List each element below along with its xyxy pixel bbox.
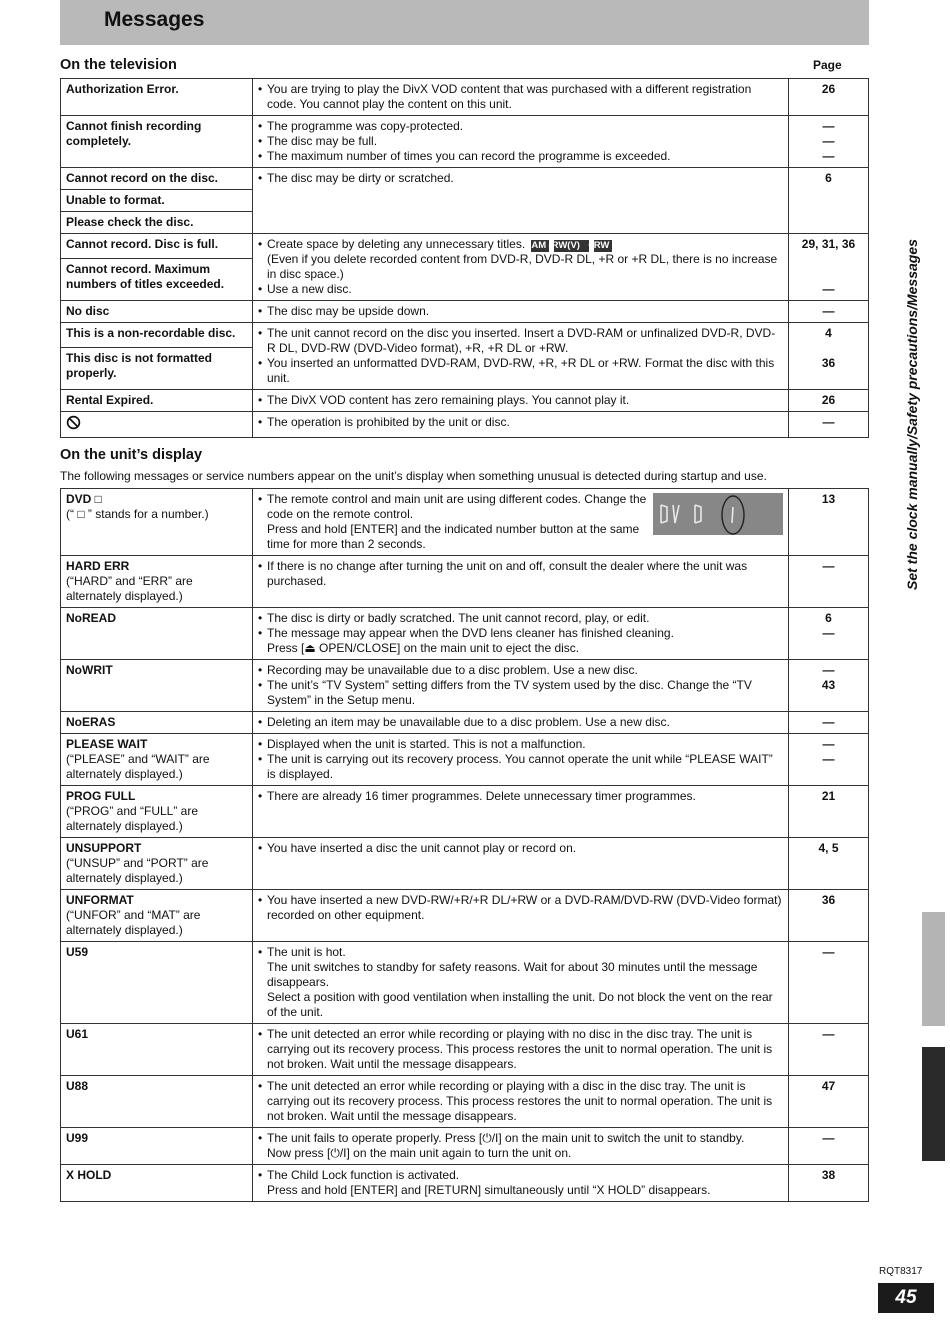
bullet-item [258,149,783,164]
page-number: 45 [878,1283,934,1313]
table-row [61,1165,869,1202]
description-text: The Child Lock function is activated. [267,1168,460,1182]
page-ref: 36 [821,893,836,907]
page-cell [789,390,869,412]
page-ref: 6 [825,611,832,625]
bullet-item [258,678,783,708]
page-ref: — [822,945,835,959]
page-ref: — [822,282,835,296]
disc-type-badge: RAM [531,240,550,252]
description-text: Press and hold [ENTER] and the indicated number button at the same time for more than 2 seconds. [267,522,640,551]
message-cell [61,116,253,168]
description-text: The maximum number of times you can record the programme is exceeded. [267,149,671,163]
page-ref: — [822,715,835,729]
bullet-item [258,945,783,960]
message-cell [61,168,253,190]
description-text: The DivX VOD content has zero remaining plays. You cannot play it. [267,393,630,407]
message-text: UNFORMAT [66,893,134,907]
description-text: Press and hold [ENTER] and [RETURN] simultaneously until “X HOLD” disappears. [267,1183,711,1197]
description-text: You have inserted a new DVD-RW/+R/+R DL/+RW or a DVD-RAM/DVD-RW (DVD-Video format) recorded on other equipment. [267,893,782,922]
message-text: Cannot record. Disc is full. [66,237,219,251]
page-cell [789,412,869,438]
page-ref: 36 [821,356,836,370]
page-cell [789,608,869,660]
description-text: You are trying to play the DivX VOD content that was purchased with a different registration code. You cannot play the content on this unit. [267,82,752,111]
message-cell [61,734,253,786]
message-text: Rental Expired. [66,393,154,407]
page-ref: 4, 5 [818,841,839,855]
page-cell [789,301,869,323]
message-text: U99 [66,1131,89,1145]
description-cell [253,116,789,168]
message-cell [61,1128,253,1165]
page-ref: 29, 31, 36 [801,237,856,251]
page-ref: — [822,149,835,163]
message-cell [61,608,253,660]
page-cell [789,660,869,712]
page-cell [789,116,869,168]
message-text: NoWRIT [66,663,113,677]
table-row [61,838,869,890]
message-cell [61,212,253,234]
bullet-item [258,393,783,408]
description-text: The disc may be full. [267,134,378,148]
message-note: (“ □ ” stands for a number.) [66,507,209,521]
page-cell [789,712,869,734]
table-row [61,168,869,190]
page-ref: — [822,737,835,751]
description-text: The unit detected an error while recording or playing with a disc in the disc tray. The unit is carrying out its recovery process. This process restores the unit to normal operation. The unit is not broken. Wait until the message disappears. [267,1079,773,1123]
description-text: The disc may be upside down. [267,304,430,318]
message-text: U59 [66,945,89,959]
message-text: Authorization Error. [66,82,179,96]
bullet-item [258,715,783,730]
bullet-item [258,134,783,149]
sidebar-section-label [904,239,924,990]
description-text: The unit cannot record on the disc you inserted. Insert a DVD-RAM or unfinalized DVD-R, DVD-R DL, DVD-RW (DVD-Video format), +R, +R DL or +RW. [267,326,776,355]
page-ref: 47 [821,1079,836,1093]
continuation-text [258,1183,783,1198]
description-text: The programme was copy-protected. [267,119,464,133]
description-text: The unit is carrying out its recovery process. You cannot operate the unit while “PLEASE WAIT” is displayed. [267,752,773,781]
description-cell [253,323,789,390]
page-cell [789,556,869,608]
page-cell [789,1128,869,1165]
message-text: This is a non-recordable disc. [66,326,236,340]
bullet-item [258,1027,783,1072]
description-cell [253,712,789,734]
description-cell [253,734,789,786]
page-cell [789,942,869,1024]
description-text: The unit detected an error while recording or playing with no disc in the disc tray. The unit is carrying out its recovery process. This process restores the unit to normal operation. The unit is not broken. Wait until the message disappears. [267,1027,773,1071]
description-text: Create space by deleting any unnecessary titles. [267,237,526,251]
table-row [61,1128,869,1165]
page-cell [789,323,869,390]
tv-messages-table [60,78,869,438]
description-cell [253,489,789,556]
table-row [61,323,869,348]
description-cell [253,838,789,890]
bullet-item [258,663,783,678]
description-text: The disc may be dirty or scratched. [267,171,454,185]
bullet-item [258,282,783,297]
table-row [61,116,869,168]
bullet-item [258,893,783,923]
description-cell [253,890,789,942]
page-ref [794,267,863,282]
description-text: The remote control and main unit are using different codes. Change the code on the remote control. [267,492,647,521]
page-ref: — [822,1027,835,1041]
bullet-item [258,559,783,589]
message-cell [61,234,253,259]
message-cell [61,347,253,389]
page-ref: 43 [821,678,836,692]
page-cell [789,1024,869,1076]
message-cell [61,712,253,734]
page-ref [794,341,863,356]
description-text: The unit switches to standby for safety reasons. Wait for about 30 minutes until the message disappears. [267,960,758,989]
page-ref: — [822,134,835,148]
description-text: Select a position with good ventilation when installing the unit. Do not block the vent on the rear of the unit. [267,990,773,1019]
description-text: Use a new disc. [267,282,352,296]
message-note: (“UNFOR” and “MAT” are alternately displayed.) [66,908,201,937]
index-tab-light [922,912,945,1026]
page-cell [789,79,869,116]
description-text: Press [⏏ OPEN/CLOSE] on the main unit to eject the disc. [267,641,580,655]
message-text: No disc [66,304,110,318]
message-note: (“UNSUP” and “PORT” are alternately displayed.) [66,856,209,885]
continuation-text [258,990,783,1020]
description-cell [253,168,789,234]
description-text: Recording may be unavailable due to a disc problem. Use a new disc. [267,663,638,677]
table-row [61,556,869,608]
description-cell [253,234,789,301]
message-cell [61,890,253,942]
page-ref: 21 [821,789,836,803]
message-text: X HOLD [66,1168,112,1182]
bullet-item [258,119,783,134]
table-row [61,734,869,786]
description-text: The disc is dirty or badly scratched. The unit cannot record, play, or edit. [267,611,650,625]
continuation-text [258,641,783,656]
description-text: The unit fails to operate properly. Press [⏻/I] on the main unit to switch the unit to standby. [267,1131,745,1145]
message-text: This disc is not formatted properly. [66,350,213,380]
description-cell [253,301,789,323]
page-cell [789,838,869,890]
bullet-item [258,356,783,386]
message-text: NoREAD [66,611,116,625]
bullet-item [258,626,783,641]
table-row [61,1076,869,1128]
page-cell [789,234,869,301]
message-cell [61,838,253,890]
description-cell [253,1165,789,1202]
description-cell [253,786,789,838]
description-cell [253,1076,789,1128]
prohibited-icon [66,419,81,433]
message-note: (“PROG” and “FULL” are alternately displayed.) [66,804,199,833]
continuation-text [258,960,783,990]
description-text: The unit’s “TV System” setting differs from the TV system used by the disc. Change the “TV System” in the Setup menu. [267,678,752,707]
page-cell [789,168,869,234]
description-text: Displayed when the unit is started. This is not a malfunction. [267,737,586,751]
bullet-item [258,82,783,112]
description-text: (Even if you delete recorded content from DVD-R, DVD-R DL, +R or +R DL, there is no increase in disc space.) [267,252,778,281]
unit-section-intro: The following messages or service numbers appear on the unit’s display when something unusual is detected during startup and use. [60,469,767,483]
bullet-item [258,1131,783,1146]
page-ref: — [822,415,835,429]
message-cell [61,79,253,116]
message-text: Cannot finish recording completely. [66,119,202,148]
unit-messages-table [60,488,869,1202]
description-cell [253,1024,789,1076]
description-cell [253,412,789,438]
page-cell [789,786,869,838]
message-cell [61,786,253,838]
message-cell [61,412,253,438]
bullet-item [258,1168,783,1183]
bullet-item [258,415,783,430]
description-text: The unit is hot. [267,945,346,959]
disc-type-badge: -RW(V) [554,240,588,252]
table-row [61,890,869,942]
message-text: NoERAS [66,715,116,729]
bullet-item [258,752,783,782]
bullet-item [258,171,783,186]
sidebar-text: Set the clock manually/Safety precautions/Messages [904,239,920,590]
description-cell [253,608,789,660]
message-text: PLEASE WAIT [66,737,148,751]
page-column-heading: Page [813,58,842,72]
index-tab-dark [922,1047,945,1161]
page-ref: 6 [825,171,832,185]
bullet-item [258,611,783,626]
message-cell [61,258,253,300]
table-row [61,79,869,116]
page-ref: 4 [825,326,832,340]
description-text: Deleting an item may be unavailable due to a disc problem. Use a new disc. [267,715,670,729]
header-bar [60,0,869,45]
description-text: The operation is prohibited by the unit or disc. [267,415,510,429]
message-cell [61,1076,253,1128]
message-text: DVD □ [66,492,102,506]
message-text: PROG FULL [66,789,136,803]
message-text: U88 [66,1079,89,1093]
description-cell [253,942,789,1024]
page-ref: 26 [821,82,836,96]
page-cell [789,890,869,942]
page-ref: 26 [821,393,836,407]
message-cell [61,301,253,323]
message-text: HARD ERR [66,559,130,573]
description-cell [253,660,789,712]
bullet-item [258,737,783,752]
bullet-item [258,304,783,319]
message-text: Cannot record on the disc. [66,171,219,185]
document-code: RQT8317 [879,1266,923,1277]
message-cell [61,323,253,348]
table-row [61,301,869,323]
description-text: You inserted an unformatted DVD-RAM, DVD-RW, +R, +R DL or +RW. Format the disc with this unit. [267,356,775,385]
message-note: (“HARD” and “ERR” are alternately displayed.) [66,574,193,603]
page-ref [794,252,863,267]
description-cell [253,556,789,608]
table-row [61,234,869,259]
bullet-item [258,789,783,804]
table-row [61,412,869,438]
page-ref: — [822,1131,835,1145]
description-text: If there is no change after turning the unit on and off, consult the dealer where the unit was purchased. [267,559,748,588]
message-cell [61,660,253,712]
page-ref: — [822,304,835,318]
description-cell [253,1128,789,1165]
message-text: Unable to format. [66,193,165,207]
bullet-item [258,326,783,356]
continuation-text [258,252,783,282]
message-cell [61,556,253,608]
page-ref: — [822,119,835,133]
message-cell [61,190,253,212]
unit-section-title: On the unit’s display [60,447,203,463]
message-text: Cannot record. Maximum numbers of titles exceeded. [66,261,225,291]
description-text: There are already 16 timer programmes. Delete unnecessary timer programmes. [267,789,696,803]
page-ref: — [822,752,835,766]
message-text: U61 [66,1027,89,1041]
page-ref: 38 [821,1168,836,1182]
table-row [61,489,869,556]
bullet-item [258,237,783,252]
continuation-text [258,1146,783,1161]
description-cell [253,390,789,412]
bullet-item [258,841,783,856]
table-row [61,1024,869,1076]
page-cell [789,734,869,786]
table-row [61,660,869,712]
table-row [61,390,869,412]
page-title: Messages [104,8,205,31]
message-cell [61,942,253,1024]
message-text: Please check the disc. [66,215,194,229]
message-cell [61,1024,253,1076]
message-cell [61,1165,253,1202]
page-cell [789,489,869,556]
message-cell [61,390,253,412]
page-ref: 13 [821,492,836,506]
description-text: The message may appear when the DVD lens cleaner has finished cleaning. [267,626,674,640]
page-cell [789,1165,869,1202]
table-row [61,608,869,660]
message-text: UNSUPPORT [66,841,142,855]
table-row [61,942,869,1024]
page-ref: — [822,626,835,640]
message-cell [61,489,253,556]
page-ref: — [822,663,835,677]
message-note: (“PLEASE” and “WAIT” are alternately displayed.) [66,752,210,781]
table-row [61,786,869,838]
description-text: You have inserted a disc the unit cannot play or record on. [267,841,577,855]
tv-section-title: On the television [60,57,177,73]
bullet-item [258,1079,783,1124]
page-cell [789,1076,869,1128]
description-text: Now press [⏻/I] on the main unit again to turn the unit on. [267,1146,572,1160]
page-ref: — [822,559,835,573]
table-row [61,712,869,734]
disc-type-badge: +RW [594,240,612,252]
unit-display-illustration [653,493,783,535]
description-cell [253,79,789,116]
